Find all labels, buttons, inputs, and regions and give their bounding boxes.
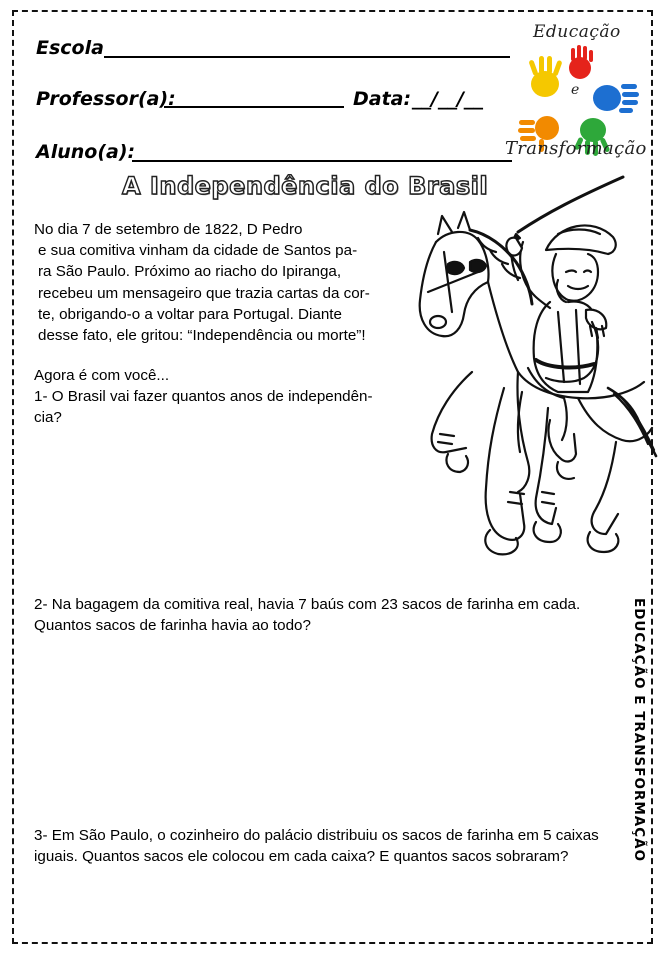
logo-top-text: Educação bbox=[533, 22, 621, 42]
question-3-line: iguais. Quantos sacos ele colocou em cada caixa? E quantos sacos sobraram? bbox=[34, 848, 569, 866]
educacao-transformacao-logo bbox=[505, 22, 655, 162]
prompt-text: Agora é com você... bbox=[34, 367, 170, 384]
date-field[interactable]: __/__/__ bbox=[412, 88, 483, 110]
red-hand-icon bbox=[569, 45, 593, 79]
question-1-block bbox=[34, 365, 373, 429]
intro-line: recebeu um mensageiro que trazia cartas da cor- bbox=[38, 284, 370, 302]
intro-line: e sua comitiva vinham da cidade de Santos pa- bbox=[38, 242, 358, 260]
logo-bottom-text: Transformação bbox=[505, 138, 647, 159]
intro-paragraph bbox=[34, 219, 370, 346]
teacher-field-line[interactable] bbox=[164, 106, 344, 108]
school-field-line[interactable] bbox=[104, 56, 510, 58]
student-field-line[interactable] bbox=[132, 160, 512, 162]
dom-pedro-on-horse-illustration bbox=[408, 172, 658, 567]
question-3-block bbox=[34, 825, 599, 867]
blue-hand-icon bbox=[593, 84, 639, 113]
yellow-hand-icon bbox=[528, 56, 562, 97]
intro-line: ra São Paulo. Próximo ao riacho do Ipiranga, bbox=[38, 263, 342, 281]
school-label: Escola bbox=[36, 37, 104, 59]
question-2-line: 2- Na bagagem da comitiva real, havia 7 baús com 23 sacos de farinha em cada. bbox=[34, 596, 581, 613]
intro-line: desse fato, ele gritou: “Independência ou morte”! bbox=[38, 327, 366, 345]
student-label: Aluno(a): bbox=[36, 141, 136, 163]
side-vertical-text: EDUCAÇÃO E TRANSFORMAÇÃO bbox=[631, 598, 647, 863]
question-2-block bbox=[34, 594, 580, 636]
logo-middle-text: e bbox=[571, 82, 580, 98]
page-title: A Independência do Brasil bbox=[122, 172, 489, 200]
intro-line: No dia 7 de setembro de 1822, D Pedro bbox=[34, 221, 303, 238]
intro-line: te, obrigando-o a voltar para Portugal. Diante bbox=[38, 305, 342, 323]
question-1-line: cia? bbox=[34, 409, 62, 427]
date-label: Data: bbox=[353, 88, 412, 110]
question-1-line: 1- O Brasil vai fazer quantos anos de independên- bbox=[34, 388, 373, 406]
question-2-line: Quantos sacos de farinha havia ao todo? bbox=[34, 617, 311, 635]
teacher-label: Professor(a): bbox=[36, 88, 176, 110]
question-3-line: 3- Em São Paulo, o cozinheiro do palácio distribuiu os sacos de farinha em 5 caixas bbox=[34, 827, 599, 844]
